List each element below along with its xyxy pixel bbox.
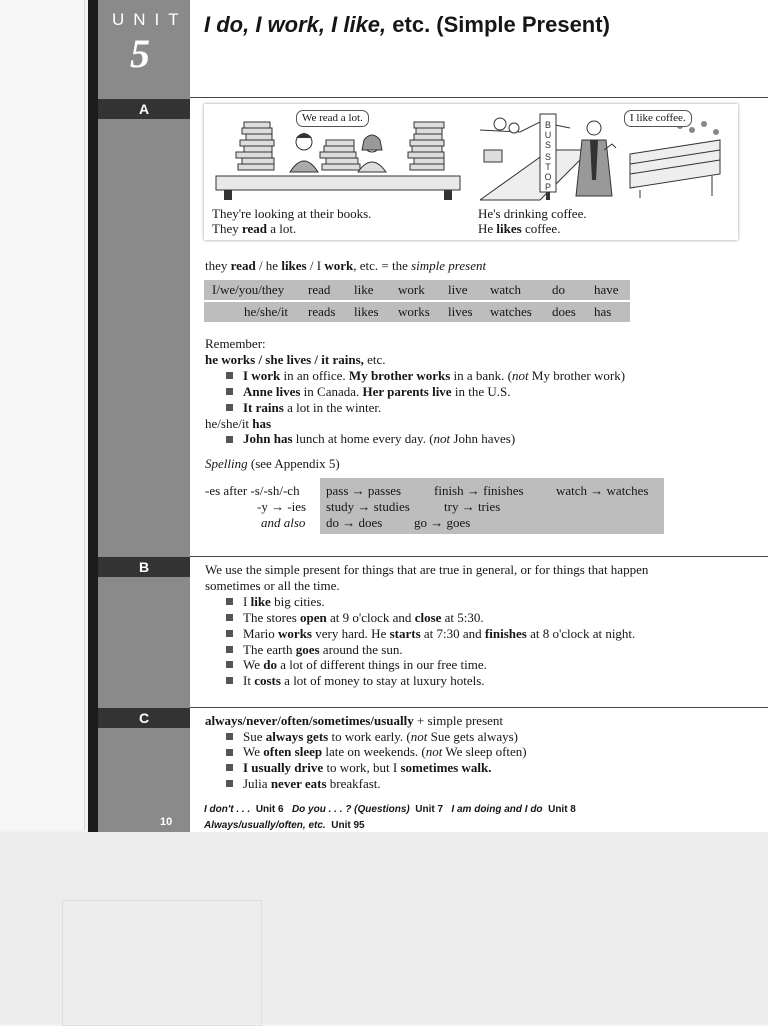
cross-reference-line2: [204, 818, 576, 834]
simple-present-definition: [205, 258, 486, 273]
conjugation-cell: watches: [490, 304, 532, 319]
text: to work, but I: [323, 760, 401, 775]
example-sentence: [243, 384, 510, 399]
bleed-through-frame: [62, 900, 262, 1026]
bold-text: I work: [243, 368, 281, 383]
caption-left-line2: [212, 221, 296, 236]
text: Mario: [243, 626, 279, 641]
italic-text: not: [425, 744, 443, 759]
caption-verb: likes: [496, 221, 522, 236]
spelling-rule-es: -es after -s/-sh/-ch: [205, 483, 300, 498]
bullet-square: [226, 749, 233, 756]
bold-text: costs: [254, 673, 281, 688]
text: in a bank. (: [450, 368, 513, 383]
text: We: [243, 657, 264, 672]
text: / I: [306, 258, 325, 273]
title-rest: etc. (Simple Present): [386, 12, 610, 37]
conjugation-cell: live: [448, 282, 468, 297]
unit-label: UNIT: [112, 10, 188, 29]
conjugation-cell: likes: [354, 304, 379, 319]
caption-verb: read: [241, 221, 268, 236]
bullet-square: [226, 372, 233, 379]
text: (see Appendix 5): [247, 456, 340, 471]
text: breakfast.: [326, 776, 381, 791]
spelling-example: study → studies: [326, 499, 410, 514]
adjacent-page-edge: [0, 0, 85, 830]
conjugation-cell: lives: [448, 304, 473, 319]
example-sentence: [243, 610, 484, 625]
bullet-square: [226, 598, 233, 605]
spelling-rule-also: [261, 515, 305, 530]
italic-text: not: [433, 431, 451, 446]
example-sentence: [243, 400, 381, 415]
caption-right-line1: He's drinking coffee.: [478, 206, 587, 221]
spelling-example: watch → watches: [556, 483, 649, 498]
verb: work: [324, 258, 354, 273]
caption-left-line1: They're looking at their books.: [212, 206, 372, 221]
bold-text: never eats: [270, 776, 327, 791]
text: at 5:30.: [441, 610, 484, 625]
caption-text: They: [212, 221, 242, 236]
text: etc.: [363, 352, 386, 367]
verb: likes: [281, 258, 307, 273]
text: late on weekends. (: [322, 744, 426, 759]
verb: read: [230, 258, 256, 273]
section-a-tab: A: [98, 99, 190, 119]
section-b-intro-line2: sometimes or all the time.: [205, 578, 340, 593]
example-sentence: [243, 642, 403, 657]
spelling-example: go → goes: [414, 515, 471, 530]
bullet-square: [226, 677, 233, 684]
conjugation-cell: do: [552, 282, 565, 297]
xref-title: Always/usually/often, etc.: [204, 820, 326, 831]
text: at 8 o'clock at night.: [526, 626, 636, 641]
bold-text: like: [250, 594, 271, 609]
conjugation-cell: have: [594, 282, 619, 297]
text: My brother work): [528, 368, 626, 383]
bullet-square: [226, 630, 233, 637]
text: they: [205, 258, 231, 273]
text: big cities.: [270, 594, 325, 609]
speech-bubble-right: I like coffee.: [624, 110, 692, 127]
text: at 7:30 and: [420, 626, 485, 641]
text: We sleep often): [442, 744, 527, 759]
bullet-square: [226, 733, 233, 740]
remember-heading: Remember:: [205, 336, 266, 351]
spelling-rule-ies: -y → -ies: [257, 499, 307, 514]
bold-text: sometimes walk.: [400, 760, 492, 775]
bold-text: has: [252, 416, 272, 431]
bold-text: I usually drive: [243, 760, 324, 775]
bold-text: always/never/often/sometimes/usually: [205, 713, 414, 728]
bullet-square: [226, 388, 233, 395]
bold-text: always gets: [265, 729, 329, 744]
has-rule: [205, 416, 271, 431]
conjugation-cell: has: [594, 304, 612, 319]
example-sentence: [243, 776, 381, 791]
text: , etc. = the: [353, 258, 412, 273]
text: The earth: [243, 642, 296, 657]
bullet-square: [226, 764, 233, 771]
rule-bold: he works / she lives / it rains,: [205, 352, 364, 367]
xref-title: I am doing and I do: [451, 804, 543, 815]
xref-title: Do you . . . ? (Questions): [291, 804, 410, 815]
text: We: [243, 744, 264, 759]
conjugation-subject: I/we/you/they: [212, 282, 285, 297]
bus-stop-sign-text: B U S S T O P: [544, 120, 552, 192]
bold-text: starts: [389, 626, 421, 641]
section-b-intro-line1: We use the simple present for things that are true in general, or for things that happen: [205, 562, 649, 577]
section-c-heading: [205, 713, 503, 728]
section-b-tab: B: [98, 557, 190, 577]
conjugation-cell: like: [354, 282, 374, 297]
text: / he: [255, 258, 282, 273]
example-sentence: [243, 626, 635, 641]
section-b-rule: [190, 556, 768, 557]
text: in Canada.: [300, 384, 363, 399]
page-number: 10: [160, 816, 173, 828]
text: to work early. (: [328, 729, 411, 744]
conjugation-cell: reads: [308, 304, 336, 319]
text: around the sun.: [319, 642, 403, 657]
remember-rule: [205, 352, 386, 367]
conjugation-row-singular: [204, 302, 630, 322]
unit-number: 5: [130, 31, 150, 76]
bullet-square: [226, 661, 233, 668]
example-sentence: [243, 368, 625, 383]
example-sentence: [243, 760, 491, 775]
bullet-square: [226, 404, 233, 411]
bold-text: My brother works: [348, 368, 451, 383]
conjugation-table: [204, 280, 630, 322]
caption-right-line2: [478, 221, 560, 236]
bold-text: Anne lives: [243, 384, 301, 399]
caption-text: coffee.: [521, 221, 561, 236]
conjugation-subject: he/she/it: [244, 304, 289, 319]
italic-text: Spelling: [205, 456, 248, 471]
text: The stores: [243, 610, 301, 625]
page-title: [204, 12, 610, 38]
conjugation-cell: work: [398, 282, 425, 297]
bullet-square: [226, 436, 233, 443]
text: It: [243, 673, 255, 688]
xref-unit: Unit 6: [255, 804, 284, 815]
text: lunch at home every day. (: [292, 431, 434, 446]
bold-text: works: [278, 626, 312, 641]
bold-text: often sleep: [263, 744, 323, 759]
caption-text: He: [478, 221, 497, 236]
spelling-example: finish → finishes: [434, 483, 524, 498]
text: a lot of different things in our free time.: [276, 657, 487, 672]
text: in an office.: [280, 368, 349, 383]
italic-text: and also: [261, 515, 306, 530]
text: a lot of money to stay at luxury hotels.: [280, 673, 485, 688]
bold-text: finishes: [484, 626, 527, 641]
text: Sue: [243, 729, 266, 744]
example-sentence: [243, 431, 515, 446]
text: I: [243, 594, 251, 609]
conjugation-row-plural: [204, 280, 630, 300]
bullet-square: [226, 646, 233, 653]
spelling-heading: [205, 456, 340, 471]
term: simple present: [411, 258, 487, 273]
text: Julia: [243, 776, 271, 791]
text: Sue gets always): [427, 729, 519, 744]
bold-text: close: [414, 610, 442, 625]
bold-text: John has: [243, 431, 293, 446]
speech-bubble-left: We read a lot.: [296, 110, 369, 127]
illustration-panel: [204, 104, 738, 240]
conjugation-cell: read: [308, 282, 331, 297]
binding-edge: [88, 0, 98, 832]
xref-title: I don't . . .: [204, 804, 251, 815]
text: a lot in the winter.: [283, 400, 382, 415]
text: he/she/it: [205, 416, 253, 431]
xref-unit: Unit 8: [548, 804, 576, 815]
text: + simple present: [413, 713, 504, 728]
example-sentence: [243, 744, 527, 759]
bold-text: Her parents live: [362, 384, 452, 399]
title-italic: I do, I work, I like,: [204, 12, 387, 37]
spelling-example: try → tries: [444, 499, 501, 514]
conjugation-cell: watch: [490, 282, 522, 297]
italic-text: not: [512, 368, 529, 383]
conjugation-cell: works: [398, 304, 430, 319]
section-a-rule: [190, 97, 768, 98]
bold-text: open: [300, 610, 327, 625]
spelling-example: pass → passes: [326, 483, 402, 498]
section-c-rule: [190, 707, 768, 708]
text: in the U.S.: [451, 384, 511, 399]
example-sentence: [243, 657, 487, 672]
example-sentence: [243, 729, 518, 744]
bold-text: It rains: [243, 400, 284, 415]
caption-text: a lot.: [267, 221, 297, 236]
italic-text: not: [410, 729, 428, 744]
example-sentence: [243, 594, 325, 609]
bullet-square: [226, 780, 233, 787]
bold-text: do: [263, 657, 277, 672]
xref-unit: Unit 95: [331, 820, 365, 831]
text: John haves): [450, 431, 516, 446]
bold-text: goes: [295, 642, 320, 657]
text: very hard. He: [311, 626, 390, 641]
text: at 9 o'clock and: [326, 610, 415, 625]
bullet-square: [226, 614, 233, 621]
spelling-table: [320, 478, 664, 534]
xref-unit: Unit 7: [415, 804, 444, 815]
conjugation-cell: does: [552, 304, 576, 319]
spelling-example: do → does: [326, 515, 383, 530]
cross-reference-line1: [204, 802, 576, 818]
cross-references: [204, 802, 576, 834]
section-c-tab: C: [98, 708, 190, 728]
example-sentence: [243, 673, 485, 688]
